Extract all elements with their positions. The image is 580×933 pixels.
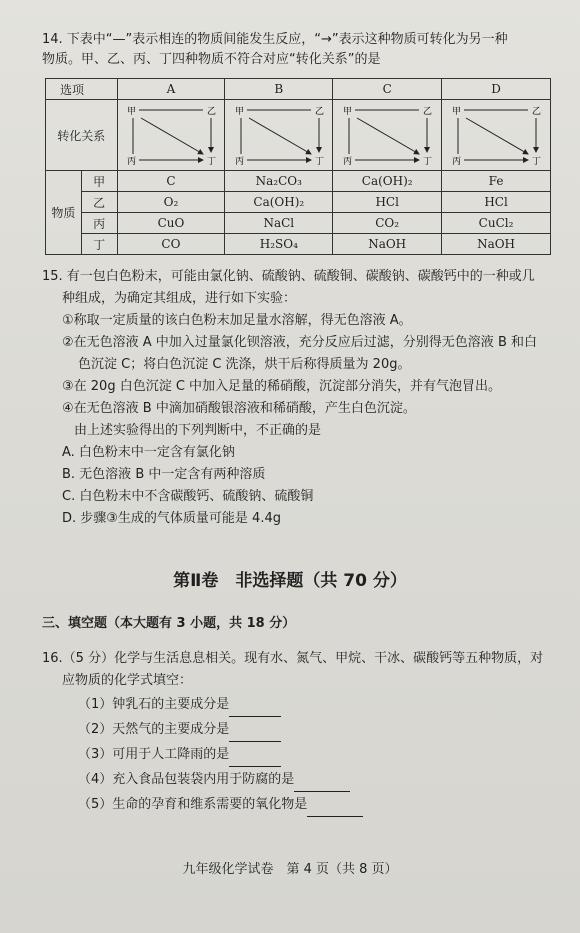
table-row xyxy=(46,234,551,255)
q16-item-2 xyxy=(42,717,543,742)
option-d-header: D xyxy=(442,79,551,100)
question-14 xyxy=(42,30,508,70)
diagram-d-ding: 丁 xyxy=(532,157,542,167)
cell-a-ding: CO xyxy=(117,234,225,255)
cell-a-jia: C xyxy=(117,171,225,192)
cell-d-jia: Fe xyxy=(442,171,551,192)
q15-question: 由上述实验得出的下列判断中，不正确的是 xyxy=(74,423,322,438)
diagram-d-jia: 甲 xyxy=(452,107,462,117)
answer-blank-5[interactable] xyxy=(307,802,363,817)
q16-item-3-text: （3）可用于人工降雨的是 xyxy=(78,747,230,762)
diagram-d-bing: 丙 xyxy=(452,157,462,167)
cell-b-jia: Na₂CO₃ xyxy=(225,171,333,192)
table-row xyxy=(46,171,551,192)
q15-step2b: 色沉淀 C；将白色沉淀 C 洗涤，烘干后称得质量为 20g。 xyxy=(78,357,411,372)
conversion-row xyxy=(46,100,551,171)
q16-item-2-text: （2）天然气的主要成分是 xyxy=(78,722,230,737)
q16-item-3 xyxy=(42,742,543,767)
q15-option-c: C. 白色粉末中不含碳酸钙、硫酸钠、硫酸铜 xyxy=(62,489,314,504)
option-a-header: A xyxy=(117,79,225,100)
diagram-c xyxy=(333,100,442,171)
diagram-a xyxy=(117,100,225,171)
page-footer: 九年级化学试卷 第 4 页（共 8 页） xyxy=(182,862,398,877)
answer-blank-2[interactable] xyxy=(229,727,281,742)
table-row xyxy=(46,192,551,213)
cell-d-yi: HCl xyxy=(442,192,551,213)
diagram-a-ding: 丁 xyxy=(206,157,216,167)
cell-b-bing: NaCl xyxy=(225,213,333,234)
cell-c-ding: NaOH xyxy=(333,234,442,255)
conversion-diagram-c xyxy=(339,102,435,168)
substance-label: 物质 xyxy=(46,171,82,255)
q16-item-1 xyxy=(42,692,543,717)
q15-step1: ①称取一定质量的该白色粉末加足量水溶解，得无色溶液 A。 xyxy=(62,313,412,328)
q16-item-1-text: （1）钟乳石的主要成分是 xyxy=(78,697,230,712)
diagram-b xyxy=(225,100,333,171)
diagram-b-ding: 丁 xyxy=(314,157,324,167)
diagram-d xyxy=(442,100,551,171)
q14-line1: 14. 下表中“—”表示相连的物质间能发生反应，“→”表示这种物质可转化为另一种 xyxy=(42,32,508,47)
cell-c-jia: Ca(OH)₂ xyxy=(333,171,442,192)
question-16 xyxy=(42,648,543,817)
option-b-header: B xyxy=(225,79,333,100)
diagram-c-jia: 甲 xyxy=(343,107,353,117)
q16-item-4 xyxy=(42,767,543,792)
section-3-title: 三、填空题（本大题有 3 小题，共 18 分） xyxy=(42,616,296,631)
q16-line2: 应物质的化学式填空： xyxy=(62,673,193,688)
diagram-c-ding: 丁 xyxy=(423,157,433,167)
row-name-ding: 丁 xyxy=(81,234,117,255)
row-name-bing: 丙 xyxy=(81,213,117,234)
conversion-diagram-d xyxy=(448,102,544,168)
q15-step4: ④在无色溶液 B 中滴加硝酸银溶液和稀硝酸，产生白色沉淀。 xyxy=(62,401,416,416)
table-header-row xyxy=(46,79,551,100)
cell-c-bing: CO₂ xyxy=(333,213,442,234)
diagram-b-yi: 乙 xyxy=(314,107,324,117)
cell-b-ding: H₂SO₄ xyxy=(225,234,333,255)
diagram-b-jia: 甲 xyxy=(234,107,244,117)
q16-item-4-text: （4）充入食品包装袋内用于防腐的是 xyxy=(78,772,295,787)
cell-d-bing: CuCl₂ xyxy=(442,213,551,234)
cell-c-yi: HCl xyxy=(333,192,442,213)
conversion-diagram-a xyxy=(123,102,219,168)
q16-item-5-text: （5）生命的孕育和维系需要的氧化物是 xyxy=(78,797,308,812)
q15-option-d: D. 步骤③生成的气体质量可能是 4.4g xyxy=(62,511,281,526)
q14-line2: 物质。甲、乙、丙、丁四种物质不符合对应“转化关系”的是 xyxy=(42,52,381,67)
diagram-a-jia: 甲 xyxy=(126,107,136,117)
q15-option-a: A. 白色粉末中一定含有氯化钠 xyxy=(62,445,235,460)
section-2-title: 第Ⅱ卷 非选择题（共 70 分） xyxy=(173,571,407,591)
question-15 xyxy=(42,266,537,530)
answer-blank-1[interactable] xyxy=(229,702,281,717)
diagram-d-yi: 乙 xyxy=(532,107,542,117)
diagram-a-yi: 乙 xyxy=(206,107,216,117)
answer-blank-4[interactable] xyxy=(294,777,350,792)
conversion-label: 转化关系 xyxy=(46,100,118,171)
q15-step2a: ②在无色溶液 A 中加入过量氯化钡溶液，充分反应后过滤，分别得无色溶液 B 和白 xyxy=(62,335,537,350)
option-c-header: C xyxy=(333,79,442,100)
row-name-yi: 乙 xyxy=(81,192,117,213)
q16-item-5 xyxy=(42,792,543,817)
cell-d-ding: NaOH xyxy=(442,234,551,255)
cell-a-yi: O₂ xyxy=(117,192,225,213)
header-label: 选项 xyxy=(46,79,118,100)
row-name-jia: 甲 xyxy=(81,171,117,192)
diagram-c-bing: 丙 xyxy=(343,157,353,167)
q15-option-b: B. 无色溶液 B 中一定含有两种溶质 xyxy=(62,467,266,482)
diagram-a-bing: 丙 xyxy=(126,157,136,167)
diagram-c-yi: 乙 xyxy=(423,107,433,117)
q15-step3: ③在 20g 白色沉淀 C 中加入足量的稀硝酸，沉淀部分消失，并有气泡冒出。 xyxy=(62,379,502,394)
q15-line2: 种组成，为确定其组成，进行如下实验： xyxy=(62,291,297,306)
diagram-b-bing: 丙 xyxy=(234,157,244,167)
q16-line1: 16.（5 分）化学与生活息息相关。现有水、氮气、甲烷、干冰、碳酸钙等五种物质，对 xyxy=(42,651,544,666)
conversion-diagram-b xyxy=(231,102,327,168)
q15-line1: 15. 有一包白色粉末，可能由氯化钠、硫酸钠、硫酸铜、碳酸钠、碳酸钙中的一种或几 xyxy=(42,269,535,284)
table-row xyxy=(46,213,551,234)
cell-b-yi: Ca(OH)₂ xyxy=(225,192,333,213)
cell-a-bing: CuO xyxy=(117,213,225,234)
answer-blank-3[interactable] xyxy=(229,752,281,767)
transformation-table xyxy=(45,78,551,255)
